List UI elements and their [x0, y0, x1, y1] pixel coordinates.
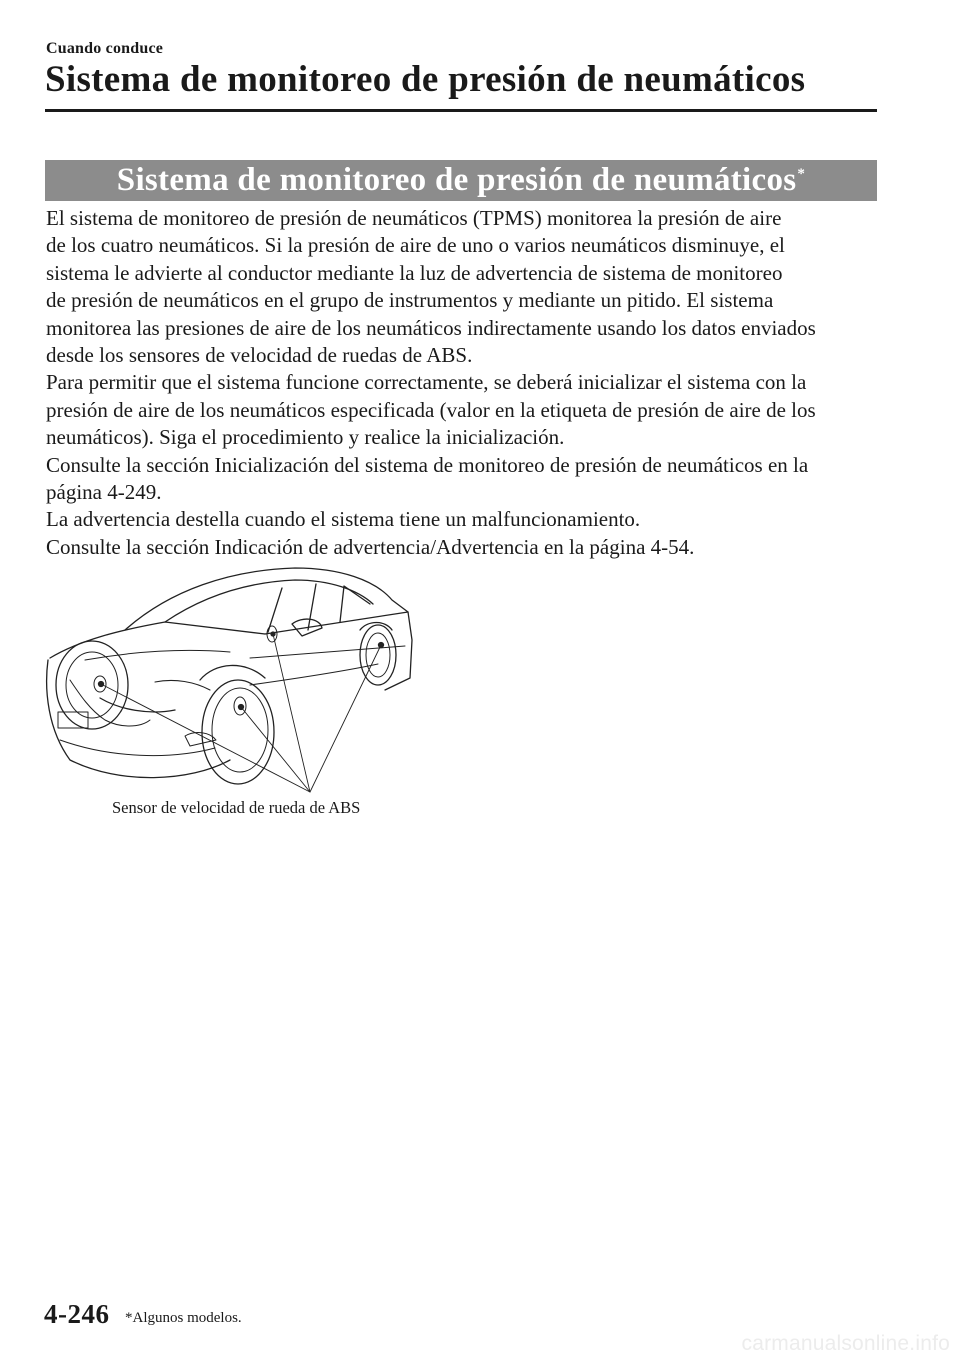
watermark: carmanualsonline.info [741, 1332, 950, 1355]
section-heading [45, 160, 877, 201]
section-heading-text: Sistema de monitoreo de presión de neumáticos [116, 162, 797, 198]
car-illustration [40, 560, 420, 822]
chapter-title: Sistema de monitoreo de presión de neumáticos [45, 59, 806, 100]
page-number: 4-246 [44, 1299, 110, 1329]
title-rule [45, 109, 877, 112]
figure-caption: Sensor de velocidad de rueda de ABS [112, 798, 361, 817]
footnote: *Algunos modelos. [125, 1310, 242, 1326]
optional-equipment-marker: * [797, 166, 806, 182]
body-paragraph: El sistema de monitoreo de presión de neumáticos (TPMS) monitorea la presión de aire de los cuatro neumáticos. Si la presión de aire de uno o varios neumáticos disminuye, el sistema le advierte al conductor mediante la luz de advertencia de sistema de monitoreo de presión de neumáticos en el grupo de instrumentos y mediante un pitido. El sistema monitorea las presiones de aire de los neumáticos indirectamente usando los datos enviados desde los sensores de velocidad de ruedas de ABS. Para permitir que el sistema funcione correctamente, se deberá inicializar el sistema con la presión de aire de los neumáticos especificada (valor en la etiqueta de presión de aire de los neumáticos). Siga el procedimiento y realice la inicialización. Consulte la sección Inicialización del sistema de monitoreo de presión de neumáticos en la página 4-249. La advertencia destella cuando el sistema tiene un malfuncionamiento. Consulte la sección Indicación de advertencia/Advertencia en la página 4-54. [46, 206, 816, 559]
section-kicker: Cuando conduce [46, 40, 164, 57]
